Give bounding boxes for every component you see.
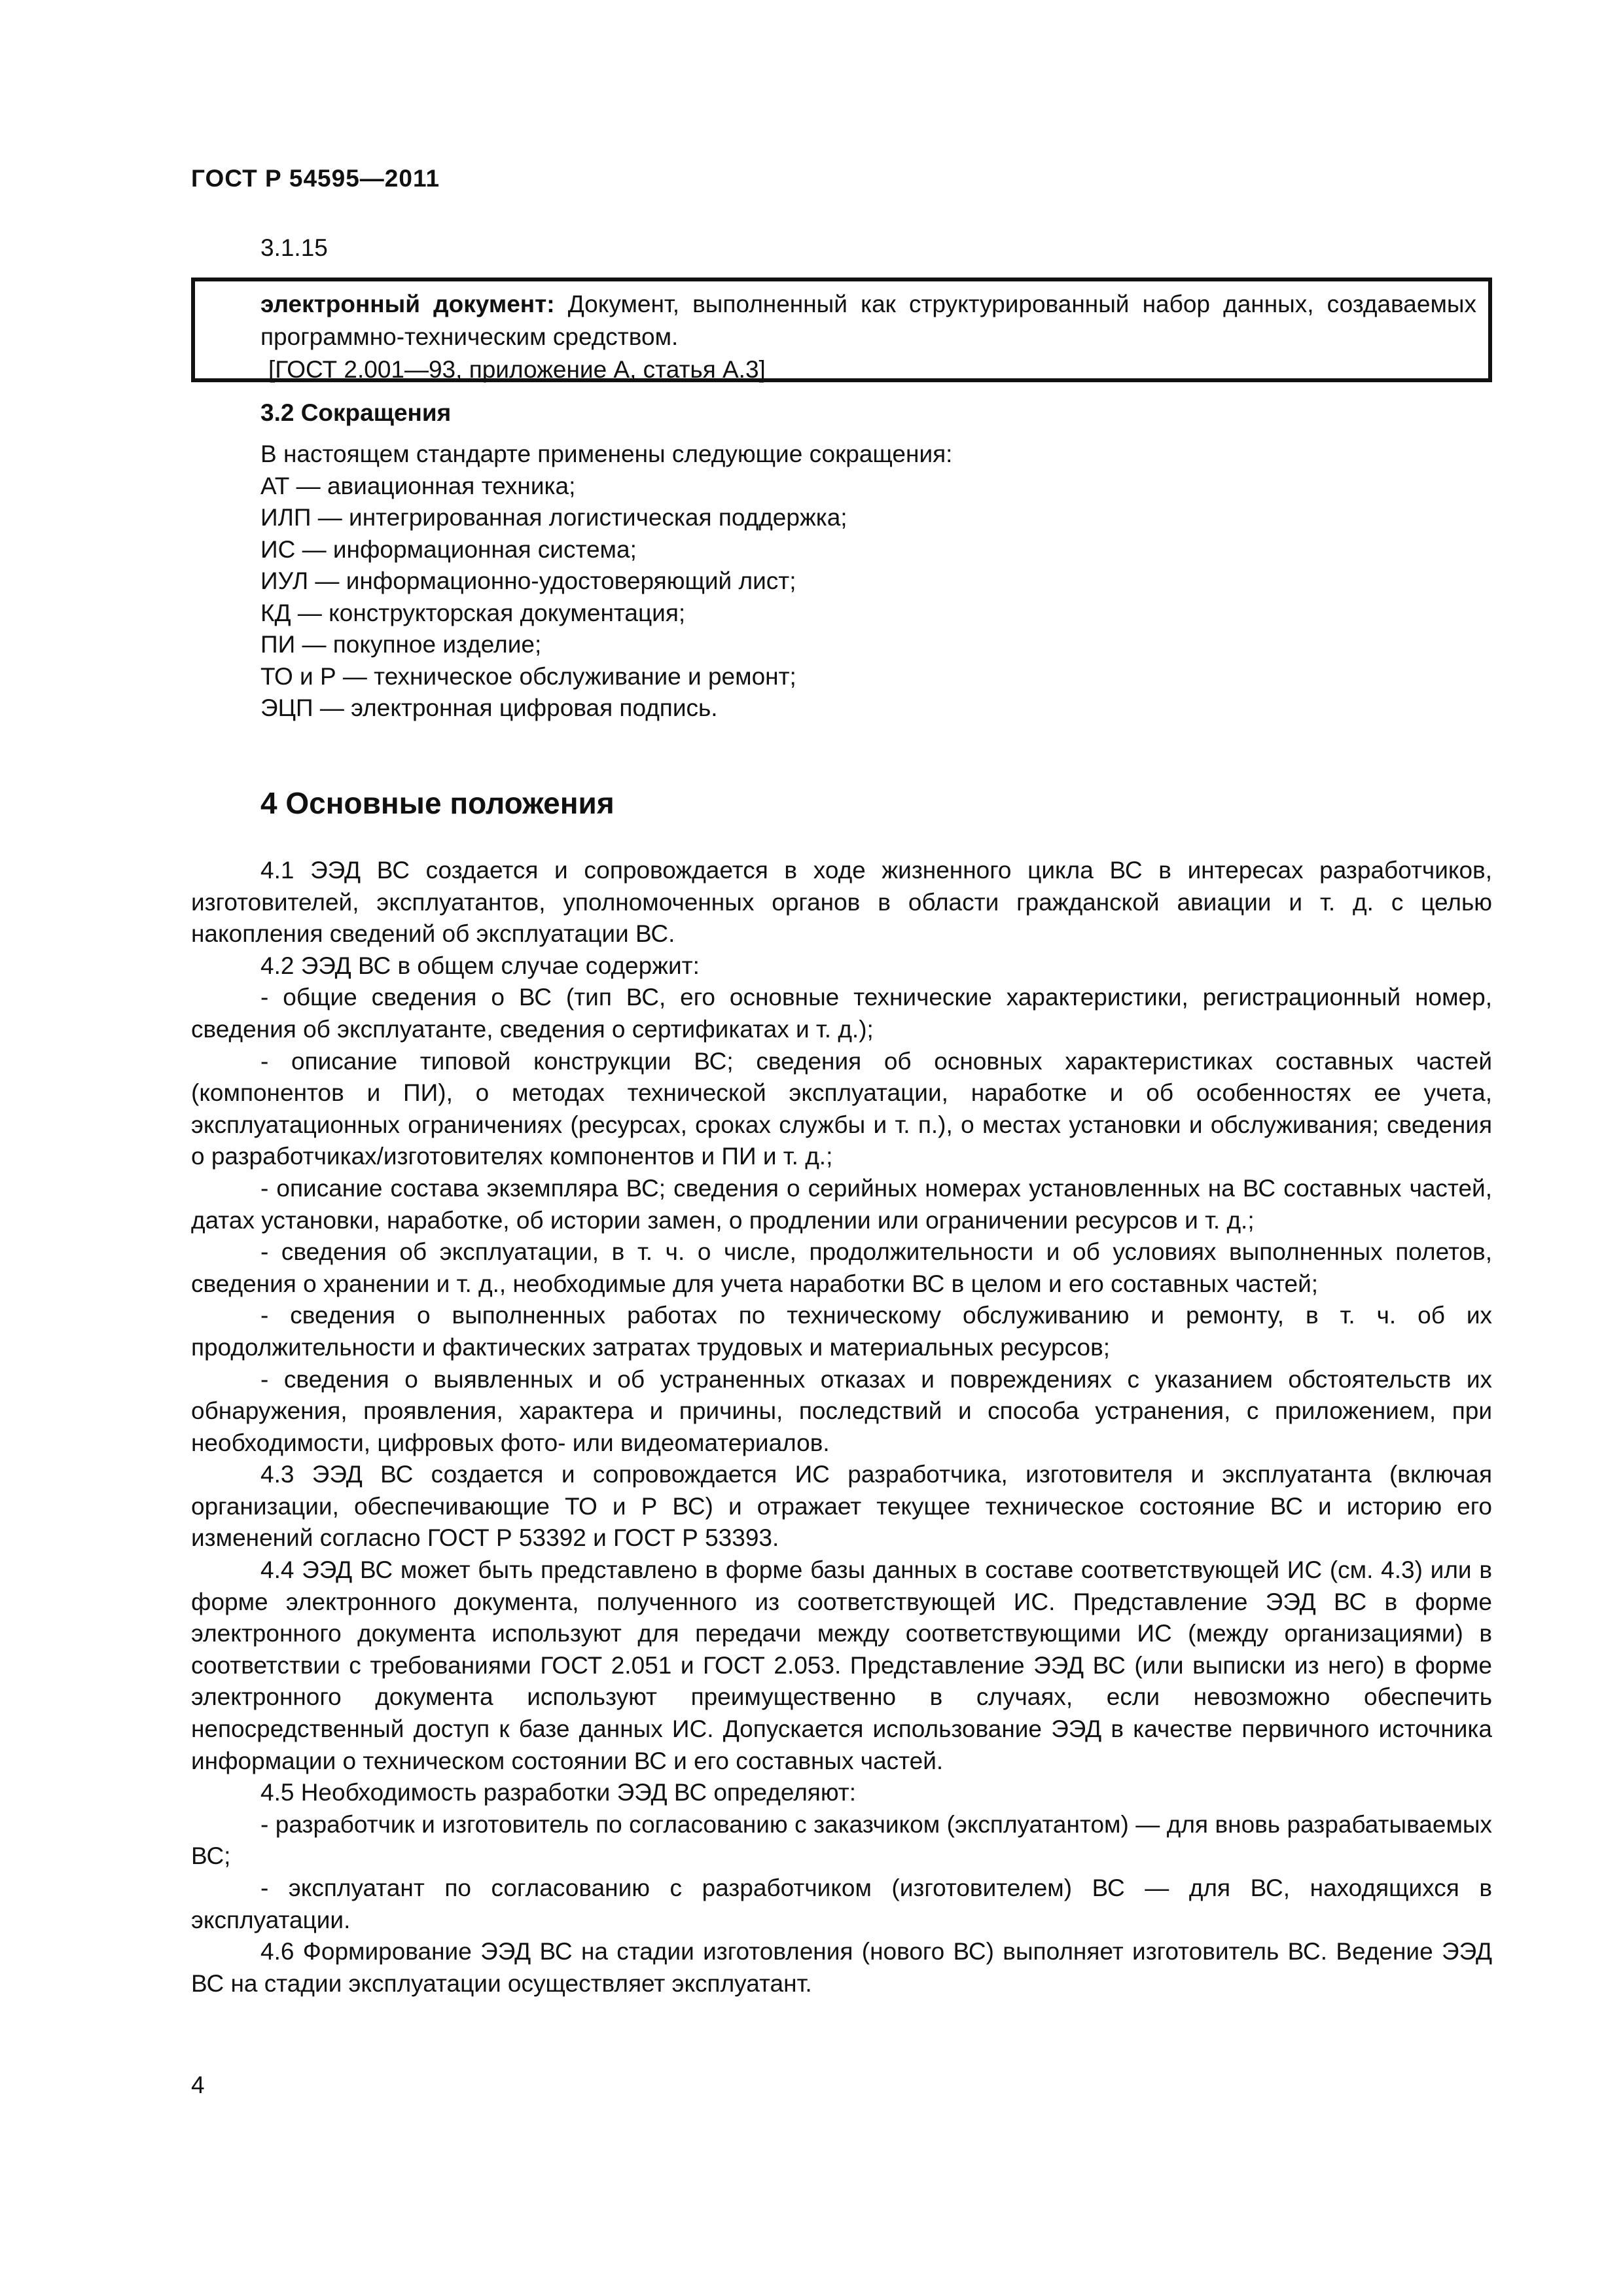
abbreviations-intro: В настоящем стандарте применены следующие сокращения: (260, 440, 953, 467)
list-item: - разработчик и изготовитель по согласованию с заказчиком (эксплуатантом) — для вновь разрабатываемых ВС; (191, 1810, 1492, 1870)
term-number: 3.1.15 (260, 234, 328, 261)
abbreviation-item: ИУЛ — информационно-удостоверяющий лист; (260, 567, 796, 594)
paragraph: 4.6 Формирование ЭЭД ВС на стадии изготовления (нового ВС) выполняет изготовитель ВС. Ведение ЭЭД ВС на стадии эксплуатации осуществляет эксплуатант. (191, 1938, 1492, 1997)
section-body (191, 855, 1492, 2000)
page-number: 4 (191, 2072, 205, 2098)
list-item: - сведения о выявленных и об устраненных отказах и повреждениях с указанием обстоятельств их обнаружения, проявления, характера и причины, последствий и способа устранения, с приложением, при необходимости, цифровых фото- или видеоматериалов. (191, 1365, 1492, 1456)
list-item: - описание состава экземпляра ВС; сведения о серийных номерах установленных на ВС составных частей, датах установки, наработке, об истории замен, о продлении или ограничении ресурсов и т. д.; (191, 1174, 1492, 1234)
definition-text (260, 288, 1476, 353)
list-item: - общие сведения о ВС (тип ВС, его основные технические характеристики, регистрационный номер, сведения об эксплуатанте, сведения о сертификатах и т. д.); (191, 984, 1492, 1043)
abbreviations-heading: 3.2 Сокращения (260, 399, 452, 426)
list-item: - описание типовой конструкции ВС; сведения об основных характеристиках составных частей (компонентов и ПИ), о методах технической эксплуатации, наработке и об особенностях ее учета, эксплуатационных ограничениях (ресурсах, сроках службы и т. п.), о местах установки и обслуживания; сведения о разработчиках/изготовителях компонентов и ПИ и т. д.; (191, 1047, 1492, 1170)
abbreviation-item: ТО и Р — техническое обслуживание и ремонт; (260, 662, 796, 690)
abbreviations-list (260, 439, 1504, 725)
definition-box (191, 278, 1492, 382)
definition-source: [ГОСТ 2.001—93, приложение А, статья А.3] (268, 356, 766, 383)
paragraph: 4.3 ЭЭД ВС создается и сопровождается ИС разработчика, изготовителя и эксплуатанта (включая организации, обеспечивающие ТО и Р ВС) и отражает текущее техническое состояние ВС и историю его изменений согласно ГОСТ Р 53392 и ГОСТ Р 53393. (191, 1461, 1492, 1552)
paragraph: 4.4 ЭЭД ВС может быть представлено в форме базы данных в составе соответствующей ИС (см. 4.3) или в форме электронного документа, полученного из соответствующей ИС. Представление ЭЭД ВС в форме электронного документа используют для передачи между соответствующими ИС (между организациями) в соответствии с требованиями ГОСТ 2.051 и ГОСТ 2.053. Представление ЭЭД ВС (или выписки из него) в форме электронного документа используют преимущественно в случаях, если невозможно обеспечить непосредственный доступ к базе данных ИС. Допускается использование ЭЭД в качестве первичного источника информации о техническом состоянии ВС и его составных частей. (191, 1556, 1492, 1774)
term-name: электронный документ: (260, 291, 555, 317)
document-header: ГОСТ Р 54595—2011 (191, 165, 440, 192)
abbreviation-item: АТ — авиационная техника; (260, 472, 576, 499)
term-definition: Документ, выполненный как структурированный набор данных, создаваемых программно-техническим средством. (260, 291, 1476, 350)
abbreviation-item: ПИ — покупное изделие; (260, 631, 542, 658)
abbreviation-item: ИЛП — интегрированная логистическая поддержка; (260, 504, 847, 531)
abbreviation-item: КД — конструкторская документация; (260, 599, 686, 626)
section-heading: 4 Основные положения (260, 786, 615, 820)
list-item: - сведения об эксплуатации, в т. ч. о числе, продолжительности и об условиях выполненных полетов, сведения о хранении и т. д., необходимые для учета наработки ВС в целом и его составных частей; (191, 1238, 1492, 1297)
abbreviation-item: ЭЦП — электронная цифровая подпись. (260, 694, 718, 721)
paragraph: 4.2 ЭЭД ВС в общем случае содержит: (260, 952, 700, 979)
paragraph: 4.5 Необходимость разработки ЭЭД ВС определяют: (260, 1779, 857, 1806)
abbreviation-item: ИС — информационная система; (260, 535, 637, 563)
list-item: - сведения о выполненных работах по техническому обслуживанию и ремонту, в т. ч. об их продолжительности и фактических затратах трудовых и материальных ресурсов; (191, 1302, 1492, 1361)
list-item: - эксплуатант по согласованию с разработчиком (изготовителем) ВС — для ВС, находящихся в эксплуатации. (191, 1874, 1492, 1933)
paragraph: 4.1 ЭЭД ВС создается и сопровождается в ходе жизненного цикла ВС в интересах разработчиков, изготовителей, эксплуатантов, уполномоченных органов в области гражданской авиации и т. д. с целью накопления сведений об эксплуатации ВС. (191, 857, 1492, 948)
